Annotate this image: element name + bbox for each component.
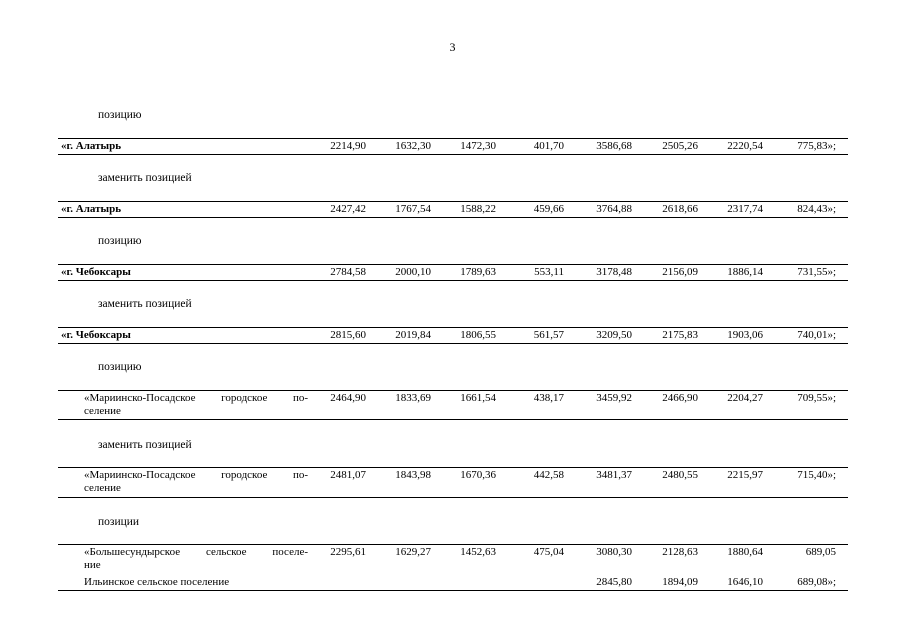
value-cell: 740,01»;: [797, 329, 836, 341]
value-cell: 2214,90: [330, 140, 366, 152]
value-cell: 2845,80: [596, 576, 632, 588]
value-cell: 3178,48: [596, 266, 632, 278]
section-caption: заменить позицией: [98, 172, 192, 184]
table-rule: [58, 154, 848, 155]
value-cell: 2215,97: [727, 469, 763, 481]
territory-name: «г. Чебоксары: [61, 329, 131, 341]
value-cell: 2175,83: [662, 329, 698, 341]
value-cell: 1806,55: [460, 329, 496, 341]
value-cell: 1629,27: [395, 546, 431, 558]
value-cell: 3586,68: [596, 140, 632, 152]
territory-name: [84, 392, 308, 418]
value-cell: 459,66: [533, 203, 564, 215]
value-cell: 1843,98: [395, 469, 431, 481]
value-cell: 3481,37: [596, 469, 632, 481]
value-cell: 689,05: [805, 546, 836, 558]
value-cell: 438,17: [533, 392, 564, 404]
territory-name-line-1: «Мариинско-Посадское городское по-: [84, 469, 308, 481]
territory-name: «г. Чебоксары: [61, 266, 131, 278]
table-rule: [58, 497, 848, 498]
value-cell: 3459,92: [596, 392, 632, 404]
value-cell: 2505,26: [662, 140, 698, 152]
territory-name: «г. Алатырь: [61, 203, 122, 215]
value-cell: 2466,90: [662, 392, 698, 404]
value-cell: 824,43»;: [797, 203, 836, 215]
value-cell: 1833,69: [395, 392, 431, 404]
table-rule: [58, 138, 848, 139]
value-cell: 1646,10: [727, 576, 763, 588]
table-rule: [58, 343, 848, 344]
territory-name: [84, 546, 308, 572]
table-rule: [58, 419, 848, 420]
value-cell: 2618,66: [662, 203, 698, 215]
value-cell: 1880,64: [727, 546, 763, 558]
value-cell: 1472,30: [460, 140, 496, 152]
value-cell: 3209,50: [596, 329, 632, 341]
table-rule: [58, 217, 848, 218]
value-cell: 2000,10: [395, 266, 431, 278]
value-cell: 715,40»;: [797, 469, 836, 481]
value-cell: 2220,54: [727, 140, 763, 152]
value-cell: 1903,06: [727, 329, 763, 341]
territory-name-line-2: селение: [84, 482, 121, 494]
value-cell: 1789,63: [460, 266, 496, 278]
value-cell: 401,70: [533, 140, 564, 152]
territory-name-line-1: «Большесундырское сельское поселе-: [84, 546, 308, 558]
value-cell: 2815,60: [330, 329, 366, 341]
value-cell: 2019,84: [395, 329, 431, 341]
value-cell: 1767,54: [395, 203, 431, 215]
value-cell: 2295,61: [330, 546, 366, 558]
value-cell: 1670,36: [460, 469, 496, 481]
section-caption: позиции: [98, 516, 140, 528]
section-caption: заменить позицией: [98, 298, 192, 310]
table-rule: [58, 467, 848, 468]
table-rule: [58, 327, 848, 328]
table-rule: [58, 390, 848, 391]
value-cell: 2427,42: [330, 203, 366, 215]
value-cell: 442,58: [533, 469, 564, 481]
value-cell: 2480,55: [662, 469, 698, 481]
table-rule: [58, 544, 848, 545]
territory-name: [84, 469, 308, 495]
table-rule: [58, 590, 848, 591]
territory-name-line-2: ние: [84, 559, 101, 571]
value-cell: 2317,74: [727, 203, 763, 215]
section-caption: заменить позицией: [98, 439, 192, 451]
value-cell: 561,57: [533, 329, 564, 341]
value-cell: 2464,90: [330, 392, 366, 404]
value-cell: 709,55»;: [797, 392, 836, 404]
territory-name-line-2: селение: [84, 405, 121, 417]
value-cell: 553,11: [534, 266, 564, 278]
value-cell: 3764,88: [596, 203, 632, 215]
section-caption: позицию: [98, 361, 142, 373]
value-cell: 1894,09: [662, 576, 698, 588]
value-cell: 1632,30: [395, 140, 431, 152]
table-rule: [58, 280, 848, 281]
value-cell: 1661,54: [460, 392, 496, 404]
table-rule: [58, 201, 848, 202]
table-rule: [58, 264, 848, 265]
section-caption: позицию: [98, 235, 142, 247]
value-cell: 1886,14: [727, 266, 763, 278]
value-cell: 2156,09: [662, 266, 698, 278]
territory-name: [84, 576, 308, 589]
value-cell: 2204,27: [727, 392, 763, 404]
page-number: 3: [449, 40, 456, 54]
section-caption: позицию: [98, 109, 142, 121]
value-cell: 475,04: [533, 546, 564, 558]
territory-name-line-1: «Мариинско-Посадское городское по-: [84, 392, 308, 404]
value-cell: 1452,63: [460, 546, 496, 558]
value-cell: 2128,63: [662, 546, 698, 558]
territory-name-line-1: Ильинское сельское поселение: [84, 576, 230, 588]
value-cell: 3080,30: [596, 546, 632, 558]
territory-name: «г. Алатырь: [61, 140, 122, 152]
value-cell: 775,83»;: [797, 140, 836, 152]
value-cell: 2481,07: [330, 469, 366, 481]
value-cell: 731,55»;: [797, 266, 836, 278]
value-cell: 1588,22: [460, 203, 496, 215]
value-cell: 2784,58: [330, 266, 366, 278]
value-cell: 689,08»;: [797, 576, 836, 588]
